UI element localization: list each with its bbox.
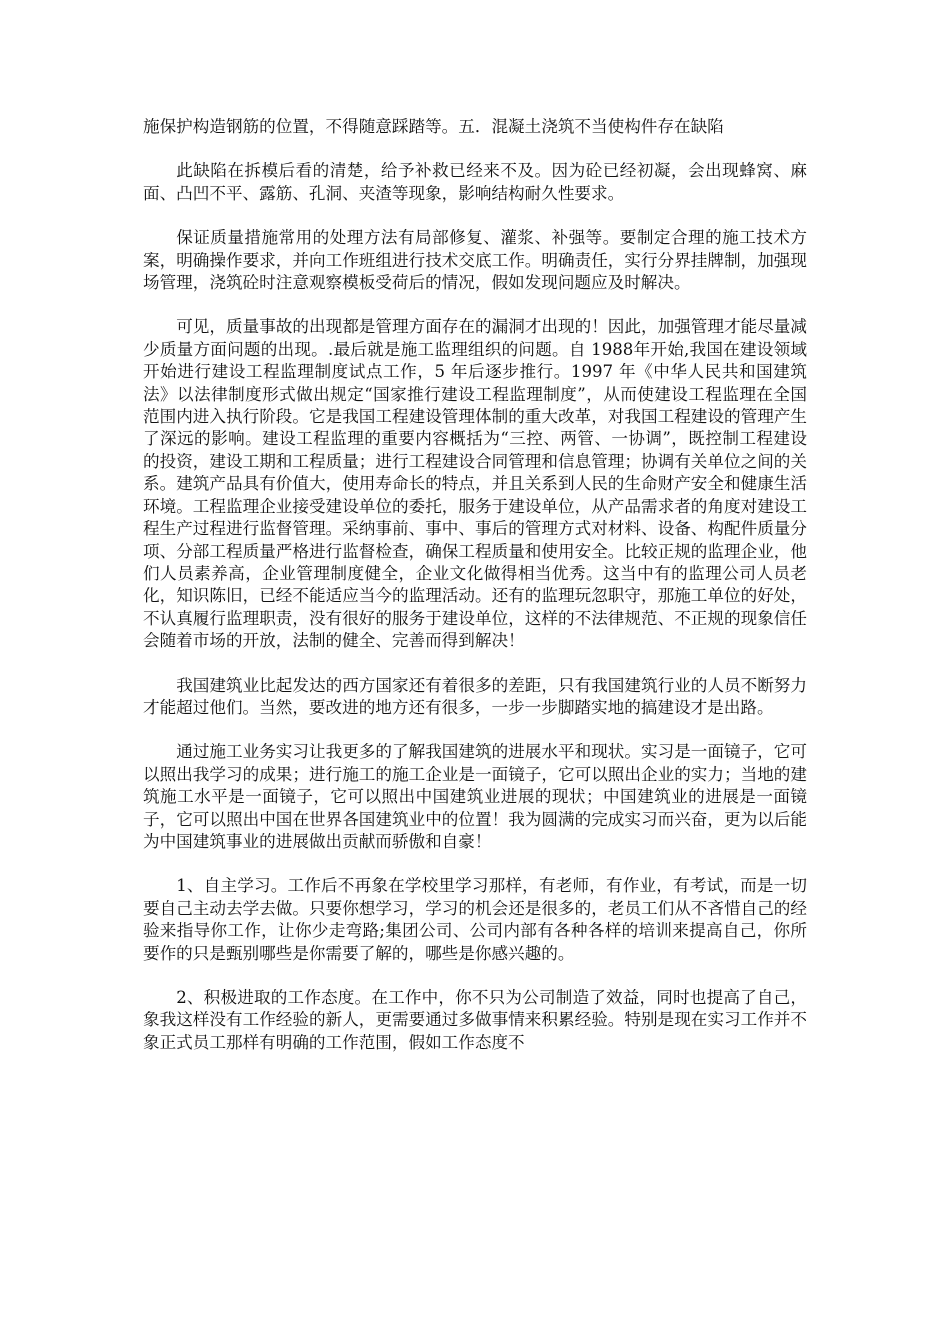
paragraph-5: 我国建筑业比起发达的西方国家还有着很多的差距，只有我国建筑行业的人员不断努力才能超过他们。当然，要改进的地方还有很多，一步一步脚踏实地的搞建设才是出路。	[143, 675, 807, 717]
paragraph-7: 1、自主学习。工作后不再象在学校里学习那样，有老师，有作业，有考试，而是一切要自己主动去学去做。只要你想学习，学习的机会还是很多的，老员工们从不吝惜自己的经验来指导你工作，让你少走弯路;集团公司、公司内部有各种各样的培训来提高自己，你所要作的只是甄别哪些是你需要了解的，哪些是你感兴趣的。	[143, 876, 807, 963]
paragraph-3: 保证质量措施常用的处理方法有局部修复、灌浆、补强等。要制定合理的施工技术方案，明确操作要求，并向工作班组进行技术交底工作。明确责任，实行分界挂牌制，加强现场管理，浇筑砼时注意观察模板受荷后的情况，假如发现问题应及时解决。	[143, 228, 807, 293]
document-page	[143, 116, 807, 1054]
paragraph-1: 施保护构造钢筋的位置，不得随意踩踏等。五．混凝土浇筑不当使构件存在缺陷	[143, 117, 724, 136]
paragraph-6: 通过施工业务实习让我更多的了解我国建筑的进展水平和现状。实习是一面镜子，它可以照出我学习的成果；进行施工的施工企业是一面镜子，它可以照出企业的实力；当地的建筑施工水平是一面镜子，它可以照出中国建筑业进展的现状；中国建筑业的进展是一面镜子，它可以照出中国在世界各国建筑业中的位置！我为圆满的完成实习而兴奋，更为以后能为中国建筑事业的进展做出贡献而骄傲和自豪！	[143, 742, 807, 851]
paragraph-8: 2、积极进取的工作态度。在工作中，你不只为公司制造了效益，同时也提高了自己，象我这样没有工作经验的新人，更需要通过多做事情来积累经验。特别是现在实习工作并不象正式员工那样有明确的工作范围，假如工作态度不	[143, 988, 807, 1052]
paragraph-4: 可见，质量事故的出现都是管理方面存在的漏洞才出现的！因此，加强管理才能尽量减少质量方面问题的出现。.最后就是施工监理组织的问题。自 1988年开始,我国在建设领域开始进行建设工程监理制度试点工作，5 年后逐步推行。1997 年《中华人民共和国建筑法》以法律制度形式做出规定“国家推行建设工程监理制度”，从而使建设工程监理在全国范围内进入执行阶段。它是我国工程建设管理体制的重大改革，对我国工程建设的管理产生了深远的影响。建设工程监理的重要内容概括为“三控、两管、一协调”，既控制工程建设的投资，建设工期和工程质量；进行工程建设合同管理和信息管理；协调有关单位之间的关系。建筑产品具有价值大，使用寿命长的特点，并且关系到人民的生命财产安全和健康生活环境。工程监理企业接受建设单位的委托，服务于建设单位，从产品需求者的角度对建设工程生产过程进行监督管理。采纳事前、事中、事后的管理方式对材料、设备、构配件质量分项、分部工程质量严格进行监督检查，确保工程质量和使用安全。比较正规的监理企业，他们人员素养高，企业管理制度健全，企业文化做得相当优秀。这当中有的监理公司人员老化，知识陈旧，已经不能适应当今的监理活动。还有的监理玩忽职守，那施工单位的好处，不认真履行监理职责，没有很好的服务于建设单位，这样的不法律规范、不正规的现象信任会随着市场的开放，法制的健全、完善而得到解决！	[143, 317, 807, 651]
paragraph-2: 此缺陷在拆模后看的清楚，给予补救已经来不及。因为砼已经初凝，会出现蜂窝、麻面、凸凹不平、露筋、孔洞、夹渣等现象，影响结构耐久性要求。	[143, 161, 807, 203]
